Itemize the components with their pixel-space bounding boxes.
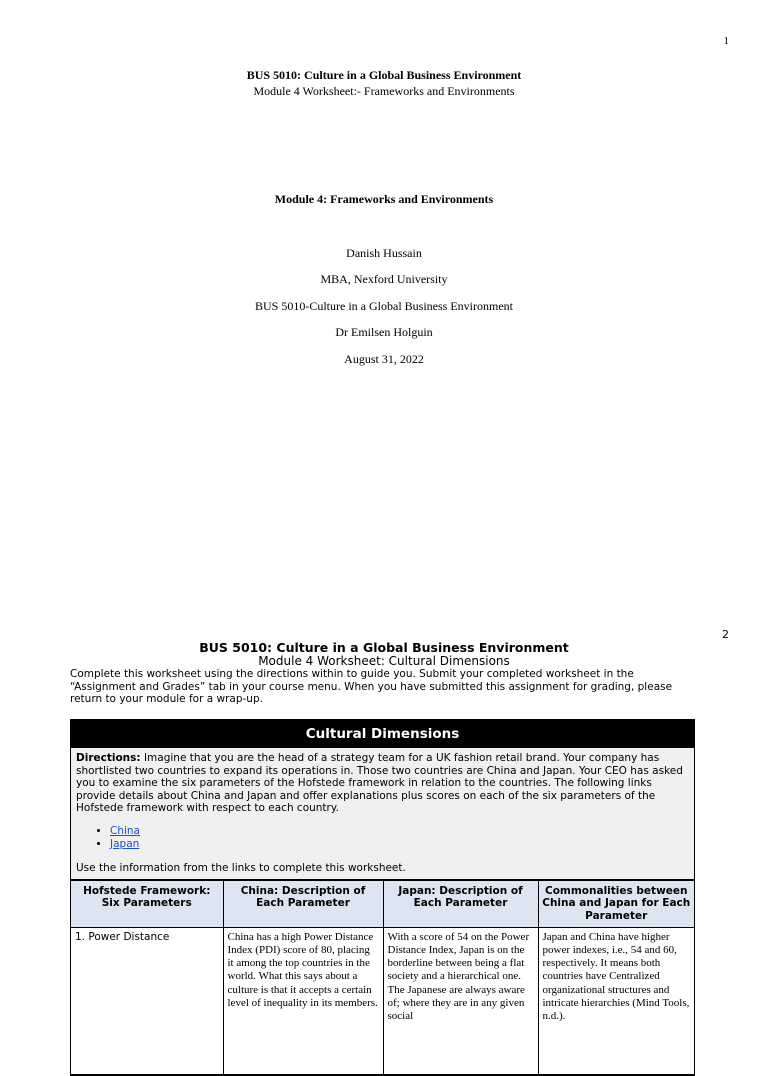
page-break [0,600,768,606]
table-row [71,927,694,1074]
header-commonalities: Commonalities between China and Japan for Each Parameter [538,880,694,927]
directions-label: Directions: [76,752,141,764]
author-affiliation: MBA, Nexford University [320,272,448,286]
use-info-text: Use the information from the links to complete this worksheet. [76,862,406,875]
page-number: 2 [722,628,729,641]
paper-title: Module 4: Frameworks and Environments [274,192,494,206]
instructor-name: Dr Emilsen Holguin [335,325,433,339]
directions-paragraph [76,752,689,815]
country-links [76,825,689,850]
commonalities-cell[interactable]: Japan and China have higher power indexes, i.e., 54 and 60, respectively. It means both countries have Centralized organizational structures and intricate hierarchies (Mind Tools, n.d.). [538,927,694,1074]
china-cell[interactable]: China has a high Power Distance Index (PDI) score of 80, placing it among the top countries in the world. What this says about a culture is that it accepts a certain level of inequality in its members. [223,927,383,1074]
worksheet-subheading: Module 4 Worksheet: Cultural Dimensions [258,654,510,668]
worksheet-heading: BUS 5010: Culture in a Global Business Environment [199,640,569,655]
running-title: BUS 5010: Culture in a Global Business Environment [246,68,522,82]
page-number: 1 [723,35,729,47]
intro-paragraph: Complete this worksheet using the directions within to guide you. Submit your completed worksheet in the “Assignment and Grades” tab in your course menu. When you have submitted this assignment for grading, please return to your module for a wrap-up. [70,668,673,706]
author-name: Danish Hussain [346,246,422,260]
header-japan: Japan: Description of Each Parameter [383,880,538,927]
header-china: China: Description of Each Parameter [223,880,383,927]
directions-panel [71,748,694,880]
table-header-row [71,880,694,927]
directions-text: Imagine that you are the head of a strategy team for a UK fashion retail brand. Your company has shortlisted two countries to expand its operations in. Those two countries are China and Japan. Your CEO has asked you to examine the six parameters of the Hofstede framework in relation to the countries. The following links provide details about China and Japan and offer explanations plus scores on each of the six parameters of the Hofstede framework with respect to each country. [76,752,683,815]
parameter-cell: 1. Power Distance [71,927,223,1074]
japan-cell[interactable]: With a score of 54 on the Power Distance Index, Japan is on the borderline between being a flat society and a hierarchical one. The Japanese are always aware of; where they are in any given social [383,927,538,1074]
cultural-dimensions-box [70,719,695,1076]
submission-date: August 31, 2022 [344,352,424,366]
list-item [110,825,689,838]
header-parameter: Hofstede Framework: Six Parameters [71,880,223,927]
box-title: Cultural Dimensions [71,720,694,748]
list-item [110,838,689,851]
hofstede-table [71,880,694,1075]
running-subtitle: Module 4 Worksheet:- Frameworks and Environments [253,84,515,98]
japan-link[interactable]: Japan [110,837,140,850]
course-name: BUS 5010-Culture in a Global Business Environment [255,299,513,313]
china-link[interactable]: China [110,824,140,837]
